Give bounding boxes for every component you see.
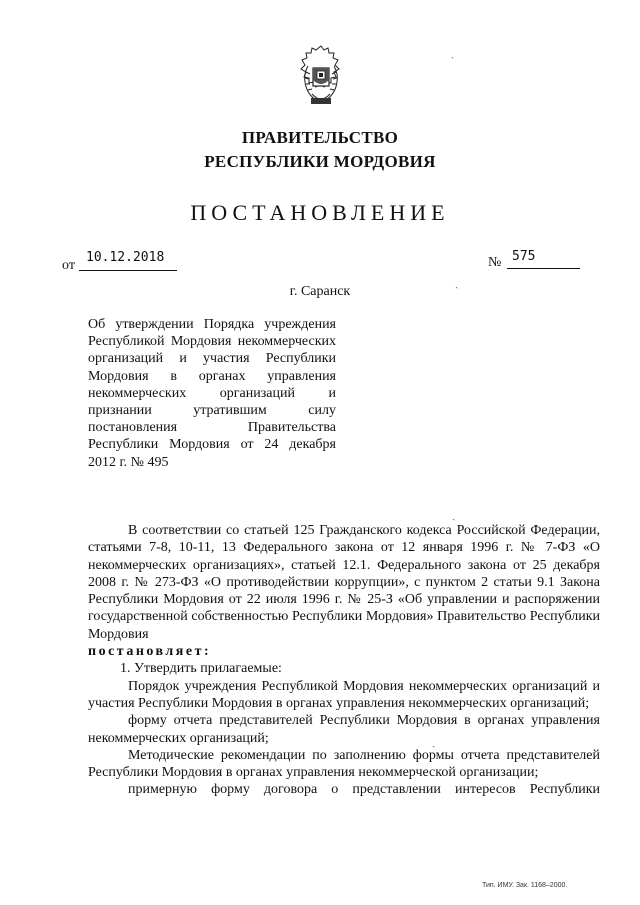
- approved-item-procedure: Порядок учреждения Республикой Мордовия некоммерческих организаций и участия Республики Мордовия в органах управления некоммерческих организаций;: [88, 678, 600, 711]
- issue-city: г. Саранск: [289, 284, 351, 299]
- scan-mark: ˏ: [452, 510, 456, 521]
- document-number: 575: [512, 249, 536, 264]
- scan-mark: ˏ: [455, 278, 459, 289]
- government-title-line1: ПРАВИТЕЛЬСТВО: [241, 128, 399, 147]
- date-prefix: от: [62, 258, 75, 273]
- date-underline: [79, 270, 177, 271]
- document-subject: Об утверждении Порядка учреждения Республикой Мордовия некоммерческих организаций и участия Республики Мордовия в органах управления некоммерческих организаций и признании утратившим силу постановления Правительства Республики Мордовия от 24 декабря 2012 г. № 495: [88, 317, 336, 470]
- print-note: Тип. ИМУ. Зак. 1168–2000.: [482, 882, 568, 889]
- document-body: [88, 522, 600, 799]
- coat-of-arms-icon: [294, 44, 348, 108]
- scan-mark: ˏ: [451, 48, 455, 59]
- number-prefix: №: [488, 255, 502, 270]
- approved-item-guidelines: Методические рекомендации по заполнению формы отчета представителей Республики Мордовия в органах управления некоммерческой организации;: [88, 747, 600, 781]
- document-type-title: ПОСТАНОВЛЕНИЕ: [190, 200, 450, 225]
- resolves-line: [88, 643, 600, 660]
- approve-item: 1. Утвердить прилагаемые:: [120, 661, 282, 677]
- number-underline: [507, 268, 580, 269]
- government-title-line2: РЕСПУБЛИКИ МОРДОВИЯ: [204, 152, 436, 171]
- approved-item-contract-form: примерную форму договора о представлении интересов Республики: [128, 782, 600, 798]
- approved-item-report-form: форму отчета представителей Республики Мордовия в органах управления некоммерческих организаций;: [88, 713, 600, 746]
- preamble-paragraph: В соответствии со статьей 125 Гражданского кодекса Российской Федерации, статьями 7-8, 10-11, 13 Федерального закона от 12 января 1996 г. № 7-ФЗ «О некоммерческих организациях», статьей 12.1. Федерального закона от 25 декабря 2008 г. № 273-ФЗ «О противодействии коррупции», с пунктом 2 статьи 9.1 Закона Республики Мордовия от 22 июля 1996 г. № 25-З «Об управлении и распоряжении государственной собственностью Республики Мордовия» Правительство Республики Мордовия: [88, 523, 600, 642]
- document-date: 10.12.2018: [86, 250, 165, 265]
- resolves-word: постановляет:: [88, 644, 212, 660]
- scan-mark: ˏ: [432, 737, 436, 748]
